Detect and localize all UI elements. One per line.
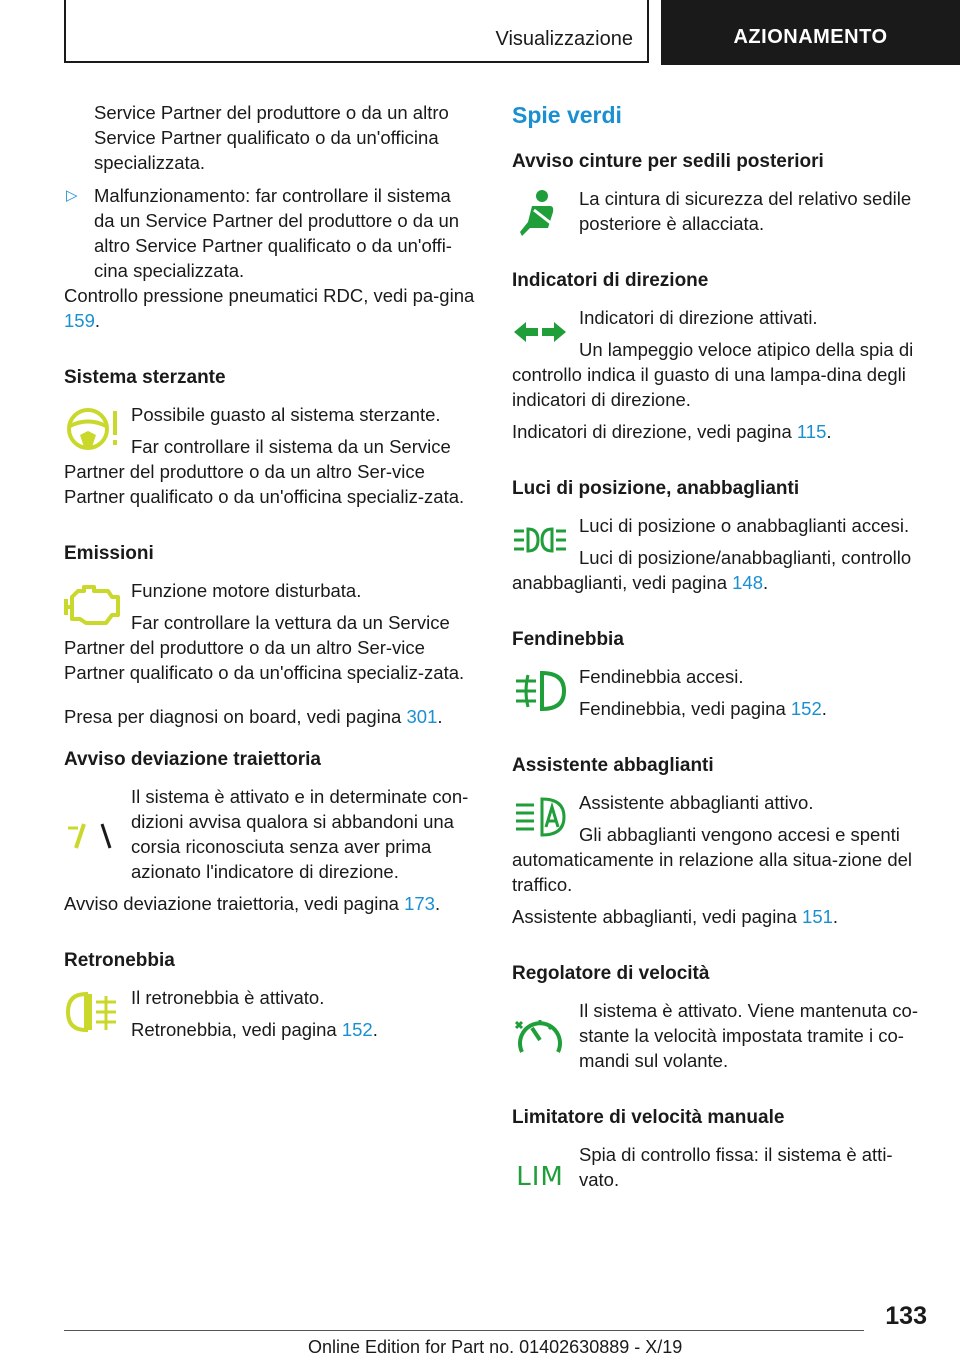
entry-direzione (512, 305, 926, 419)
low-beam-icon (512, 515, 568, 565)
lim-icon-text: LIM (516, 1161, 564, 1192)
high-beam-assist-icon (512, 792, 568, 842)
header-section-title: Visualizzazione (495, 28, 633, 50)
limitatore-text-1: Spia di controllo fissa: il sistema è atti-vato. (579, 1144, 893, 1190)
retronebbia-reference: Retronebbia, vedi pagina 152. (131, 1019, 378, 1040)
page-header (0, 0, 960, 66)
direzione-ref-text: Indicatori di direzione, vedi pagina (512, 421, 797, 442)
posizione-page-link[interactable]: 148 (732, 572, 763, 593)
deviazione-page-link[interactable]: 173 (404, 893, 435, 914)
entry-deviazione (64, 784, 476, 891)
front-fog-light-icon (512, 666, 568, 716)
section-title-posizione: Luci di posizione, anabbaglianti (512, 478, 800, 499)
entry-velocita (512, 998, 926, 1080)
bullet-triangle-icon: ▷ (66, 187, 78, 204)
page-number: 133 (885, 1302, 927, 1330)
fendinebbia-text-1: Fendinebbia accesi. (579, 666, 744, 687)
cinture-text-1: La cintura di sicurezza del relativo sedile posteriore è allacciata. (579, 188, 912, 234)
cruise-control-icon (512, 1012, 568, 1062)
posizione-text-1: Luci di posizione o anabbaglianti accesi. (579, 515, 910, 536)
direzione-page-link[interactable]: 115 (796, 421, 827, 442)
header-chapter-tab: AZIONAMENTO (661, 0, 960, 65)
header-section-frame (64, 0, 649, 63)
abbaglianti-text-2: Gli abbaglianti vengono accesi e spenti automaticamente in relazione alla situa-zione del traffico. (512, 824, 913, 895)
footer-edition: Online Edition for Part no. 01402630889 - X/19 (308, 1337, 683, 1357)
footer-divider (64, 1330, 864, 1331)
rdc-reference: Controllo pressione pneumatici RDC, vedi pa-gina 159. (64, 285, 475, 331)
velocita-text-1: Il sistema è attivato. Viene mantenuta co-stante la velocità impostata tramite i co-mandi sul volante. (579, 1000, 919, 1071)
entry-abbaglianti (512, 790, 926, 904)
section-title-retronebbia: Retronebbia (64, 950, 175, 971)
retronebbia-ref-text: Retronebbia, vedi pagina (131, 1019, 342, 1040)
lane-departure-icon (64, 810, 120, 860)
speed-limiter-icon (512, 1152, 568, 1202)
abbaglianti-page-link[interactable]: 151 (802, 906, 833, 927)
retronebbia-text-1: Il retronebbia è attivato. (131, 987, 325, 1008)
entry-emissioni (64, 578, 476, 692)
left-column (64, 100, 476, 1049)
entry-sterzo (64, 402, 476, 516)
continued-paragraph: Service Partner del produttore o da un altro Service Partner qualificato o da un'officina specializzata. (94, 102, 449, 173)
emissioni-reference: Presa per diagnosi on board, vedi pagina 301. (64, 706, 443, 727)
entry-cinture (512, 186, 926, 243)
section-title-fendinebbia: Fendinebbia (512, 629, 624, 650)
section-title-abbaglianti: Assistente abbaglianti (512, 755, 714, 776)
entry-limitatore (512, 1142, 926, 1206)
fendinebbia-page-link[interactable]: 152 (790, 698, 822, 719)
steering-warning-icon (64, 404, 120, 454)
bullet-item (64, 183, 476, 283)
heading-spie-verdi: Spie verdi (512, 102, 622, 128)
emissioni-ref-text: Presa per diagnosi on board, vedi pagina (64, 706, 407, 727)
section-title-deviazione: Avviso deviazione traiettoria (64, 749, 321, 770)
section-title-limitatore: Limitatore di velocità manuale (512, 1107, 785, 1128)
bullet-text: Malfunzionamento: far controllare il sistema da un Service Partner del produttore o da un altro Service Partner qualificato o da un'offi-cina specializzata. (94, 185, 460, 281)
deviazione-reference: Avviso deviazione traiettoria, vedi pagina 173. (64, 893, 441, 914)
section-title-velocita: Regolatore di velocità (512, 963, 710, 984)
entry-fendinebbia (512, 664, 926, 728)
abbaglianti-reference: Assistente abbaglianti, vedi pagina 151. (512, 906, 839, 927)
emissioni-page-link[interactable]: 301 (406, 706, 438, 727)
posizione-reference: Luci di posizione/anabbaglianti, controllo anabbaglianti, vedi pagina 148. (512, 547, 912, 593)
fendinebbia-reference: Fendinebbia, vedi pagina 152. (579, 698, 827, 719)
section-title-cinture: Avviso cinture per sedili posteriori (512, 151, 824, 172)
fendinebbia-ref-text: Fendinebbia, vedi pagina (579, 698, 791, 719)
direzione-reference: Indicatori di direzione, vedi pagina 115. (512, 421, 832, 442)
section-title-sterzo: Sistema sterzante (64, 367, 226, 388)
sterzo-text-2: Far controllare il sistema da un Service Partner del produttore o da un altro Ser-vice Partner qualificato o da un'officina specializ-zata. (64, 436, 465, 507)
emissioni-text-2: Far controllare la vettura da un Service Partner del produttore o da un altro Ser-vice Partner qualificato o da un'officina specializ-zata. (64, 612, 465, 683)
section-title-direzione: Indicatori di direzione (512, 270, 709, 291)
retronebbia-page-link[interactable]: 152 (341, 1019, 373, 1040)
rear-fog-light-icon (64, 987, 120, 1037)
engine-emission-icon (64, 580, 120, 630)
rdc-page-link[interactable]: 159 (64, 310, 95, 331)
sterzo-text-1: Possibile guasto al sistema sterzante. (131, 404, 441, 425)
turn-signal-icon (512, 307, 568, 357)
entry-retronebbia (64, 985, 476, 1049)
abbaglianti-text-1: Assistente abbaglianti attivo. (579, 792, 814, 813)
entry-posizione (512, 513, 926, 602)
emissioni-text-1: Funzione motore disturbata. (131, 580, 362, 601)
deviazione-text-1: Il sistema è attivato e in determinate con-dizioni avvisa qualora si abbandoni una corsia riconosciuta senza aver prima azionato l'indicatore di direzione. (131, 786, 469, 882)
direzione-text-2: Un lampeggio veloce atipico della spia di controllo indica il guasto di una lampa-dina degli indicatori di direzione. (512, 339, 914, 410)
right-column (512, 100, 926, 1206)
rear-seatbelt-icon (512, 188, 568, 238)
rdc-text: Controllo pressione pneumatici RDC, vedi pa-gina (64, 285, 475, 306)
abbaglianti-ref-text: Assistente abbaglianti, vedi pagina (512, 906, 803, 927)
deviazione-ref-text: Avviso deviazione traiettoria, vedi pagina (64, 893, 405, 914)
section-title-emissioni: Emissioni (64, 543, 154, 564)
direzione-text-1: Indicatori di direzione attivati. (579, 307, 818, 328)
posizione-ref-text: Luci di posizione/anabbaglianti, controllo anabbaglianti, vedi pagina (512, 547, 912, 593)
